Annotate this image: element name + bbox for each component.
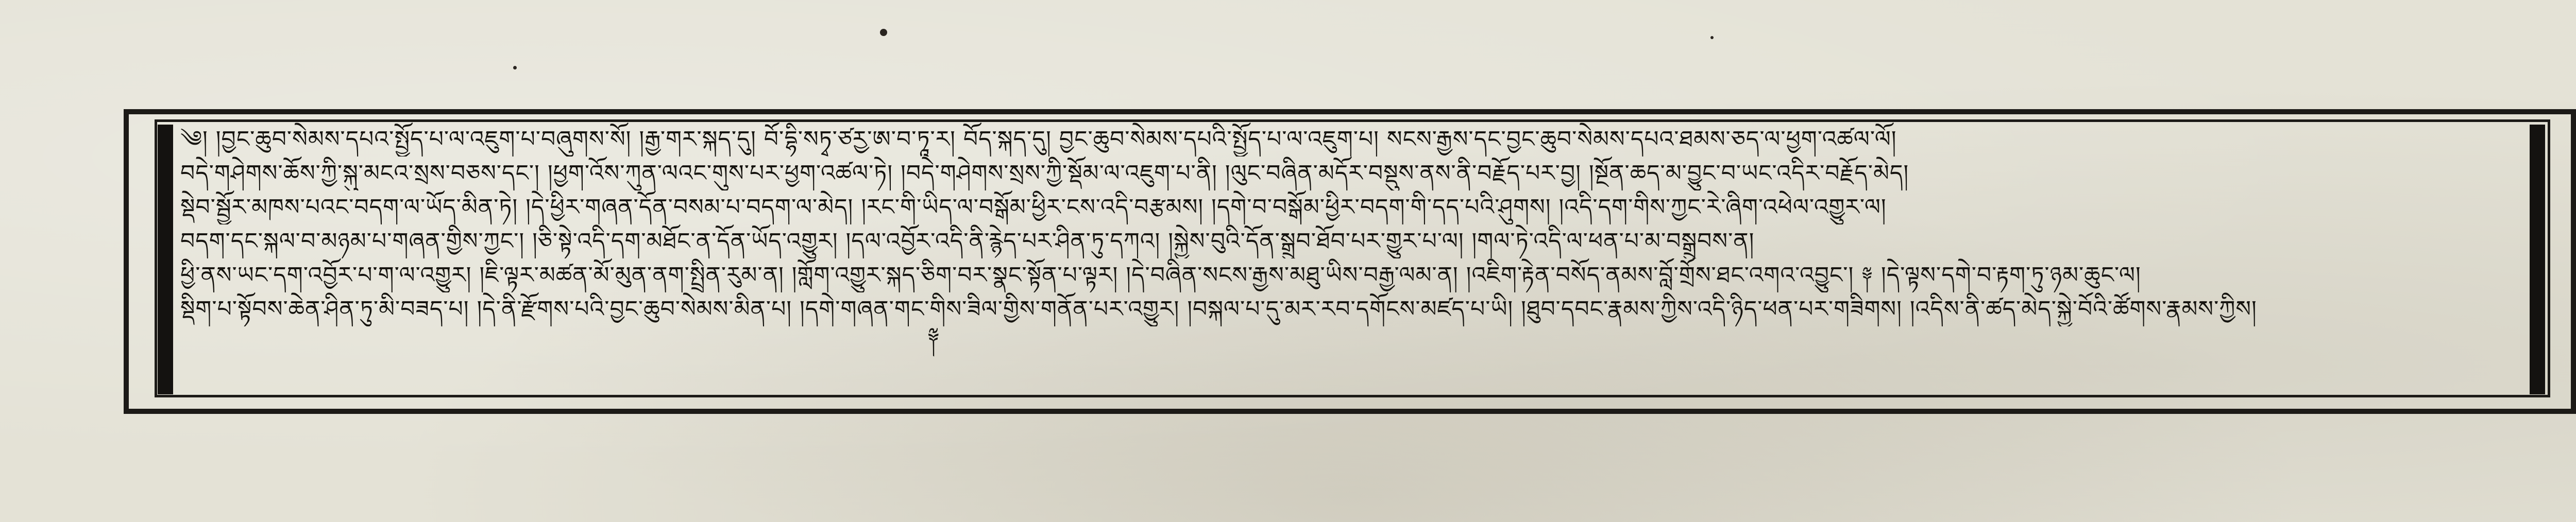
section-marker-symbol: ༈ xyxy=(927,322,940,351)
text-line: སྡེབ་སྦྱོར་མཁས་པའང་བདག་ལ་ཡོད་མིན་ཏེ། །དེ་ཕྱིར་གཞན་དོན་བསམ་པ་བདག་ལ་མེད། །རང་གི་ཡིད་ལ་བསྒོམ་ཕྱིར་ངས་འདི་བརྩམས། །དགེ་བ་བསྒོམ་ཕྱིར་བདག་གི་དད་པའི་ཤུགས། །འདི་དག་གིས་ཀྱང་རེ་ཞིག་འཕེལ་འགྱུར་ལ། xyxy=(180,194,1887,220)
left-margin-bar xyxy=(158,125,173,394)
text-line: སྡིག་པ་སྟོབས་ཆེན་ཤིན་ཏུ་མི་བཟད་པ། །དེ་ནི་རྫོགས་པའི་བྱང་ཆུབ་སེམས་མིན་པ། །དགེ་གཞན་གང་གིས་ཟིལ་གྱིས་གནོན་པར་འགྱུར། །བསྐལ་པ་དུ་མར་རབ་དགོངས་མཛད་པ་ཡི། །ཐུབ་དབང་རྣམས་ཀྱིས་འདི་ཉིད་ཕན་པར་གཟིགས། །འདིས་ནི་ཚད་མེད་སྐྱེ་བོའི་ཚོགས་རྣམས་ཀྱིས། xyxy=(180,296,2257,322)
text-line: ཕྱི་ནས་ཡང་དག་འབྱོར་པ་ག་ལ་འགྱུར། །ཇི་ལྟར་མཚན་མོ་མུན་ནག་སྤྲིན་རུམ་ན། །གློག་འགྱུར་སྐད་ཅིག་བར་སྣང་སྟོན་པ་ལྟར། །དེ་བཞིན་སངས་རྒྱས་མཐུ་ཡིས་བརྒྱ་ལམ་ན། །འཇིག་རྟེན་བསོད་ནམས་བློ་གྲོས་ཐང་འགའ་འབྱུང་། ༈ །དེ་ལྟས་དགེ་བ་རྟག་ཏུ་ཉམ་ཆུང་ལ། xyxy=(180,262,2141,288)
paper-speck xyxy=(880,29,887,36)
folio-text-block xyxy=(180,123,2524,395)
text-line: བདེ་གཤེགས་ཆོས་ཀྱི་སྐུ་མངའ་སྲས་བཅས་དང་། །ཕྱག་འོས་ཀུན་ལའང་གུས་པར་ཕྱག་འཚལ་ཏེ། །བདེ་གཤེགས་སྲས་ཀྱི་སྡོམ་ལ་འཇུག་པ་ནི། །ལུང་བཞིན་མདོར་བསྡུས་ནས་ནི་བརྗོད་པར་བྱ། །སྔོན་ཆད་མ་བྱུང་བ་ཡང་འདིར་བརྗོད་མེད། xyxy=(180,160,1909,186)
paper-speck xyxy=(513,66,517,69)
right-margin-bar xyxy=(2530,125,2545,394)
paper-speck xyxy=(1710,36,1714,39)
text-line: བདག་དང་སྐལ་བ་མཉམ་པ་གཞན་གྱིས་ཀྱང་། །ཅི་སྟེ་འདི་དག་མཐོང་ན་དོན་ཡོད་འགྱུར། །དལ་འབྱོར་འདི་ནི་རྙེད་པར་ཤིན་ཏུ་དཀའ། །སྐྱེས་བུའི་དོན་སྒྲུབ་ཐོབ་པར་གྱུར་པ་ལ། །གལ་ཏེ་འདི་ལ་ཕན་པ་མ་བསྒྲུབས་ན། xyxy=(180,228,1755,254)
text-line: ༄། །བྱང་ཆུབ་སེམས་དཔའ་སྤྱོད་པ་ལ་འཇུག་པ་བཞུགས་སོ། །རྒྱ་གར་སྐད་དུ། བོ་དྷི་སཏྭ་ཙརྱ་ཨ་བ་ཏཱ་ར། བོད་སྐད་དུ། བྱང་ཆུབ་སེམས་དཔའི་སྤྱོད་པ་ལ་འཇུག་པ། སངས་རྒྱས་དང་བྱང་ཆུབ་སེམས་དཔའ་ཐམས་ཅད་ལ་ཕྱག་འཚལ་ལོ། xyxy=(180,126,1897,152)
